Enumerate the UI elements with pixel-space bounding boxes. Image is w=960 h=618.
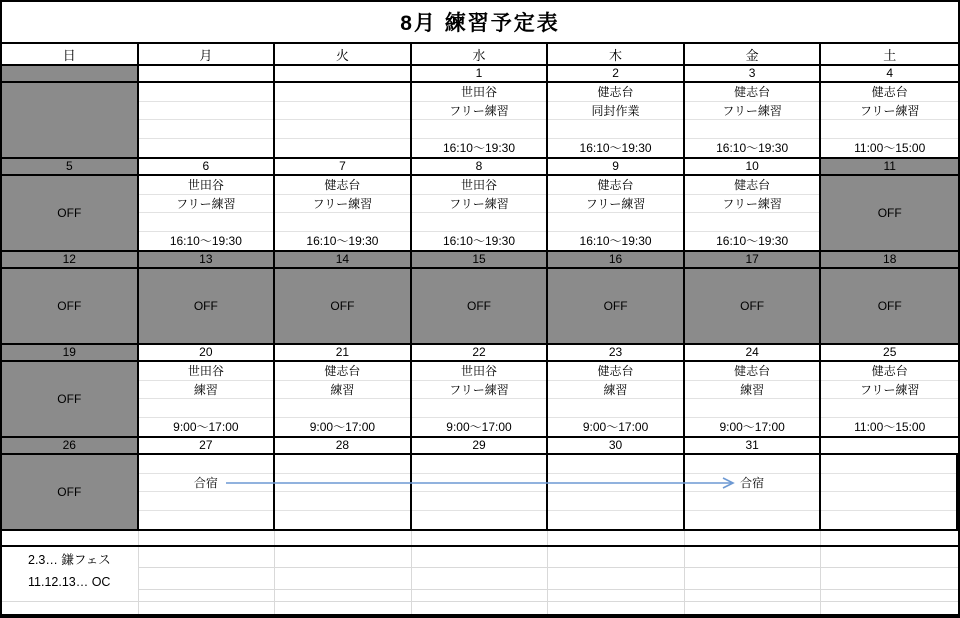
empty-sub: [548, 455, 683, 474]
event-time: 16:10～19:30: [579, 141, 652, 156]
footer-gap-cell: [2, 531, 139, 545]
empty-cell[interactable]: [275, 83, 412, 157]
day-cell-1[interactable]: [412, 83, 549, 157]
event-spacer: [548, 213, 683, 232]
date-cell-1[interactable]: 1: [412, 66, 549, 81]
event-time: 16:10～19:30: [442, 141, 516, 156]
date-cell-empty[interactable]: [139, 66, 276, 81]
event-location: 健志台: [685, 362, 820, 381]
day-header-1: 月: [139, 44, 276, 64]
event-activity: フリー練習: [548, 195, 683, 214]
day-cell-9[interactable]: [548, 176, 685, 250]
event-spacer: [412, 120, 547, 139]
day-cell-25[interactable]: [821, 362, 958, 436]
date-cell-17[interactable]: 17: [685, 252, 822, 267]
empty-sub: [275, 120, 410, 139]
footer-grid-cell: [139, 602, 276, 614]
gray-cell[interactable]: [2, 83, 139, 157]
off-cell-11[interactable]: OFF: [821, 176, 958, 250]
date-cell-22[interactable]: 22: [412, 345, 549, 360]
empty-cell[interactable]: [821, 455, 958, 529]
off-cell-13[interactable]: OFF: [139, 269, 276, 343]
camp-label: 合宿: [139, 474, 274, 493]
event-location: 健志台: [685, 83, 820, 102]
event-spacer: [685, 399, 820, 418]
event-activity: フリー練習: [412, 102, 547, 121]
day-header-0: 日: [2, 44, 139, 64]
event-time: 16:10～19:30: [169, 234, 242, 249]
event-location: 健志台: [821, 83, 958, 102]
empty-cell[interactable]: [275, 455, 412, 529]
camp-cell-31[interactable]: [685, 455, 822, 529]
day-cell-8[interactable]: [412, 176, 549, 250]
day-header-row: [2, 44, 958, 66]
date-cell-6[interactable]: 6: [139, 159, 276, 174]
event-spacer: [821, 399, 958, 418]
empty-sub: [412, 511, 547, 530]
footer-grid-cell: [821, 547, 958, 568]
event-location: 健志台: [685, 176, 820, 195]
empty-sub: [412, 455, 547, 474]
date-cell-12[interactable]: 12: [2, 252, 139, 267]
off-cell-14[interactable]: OFF: [275, 269, 412, 343]
event-time: 9:00～17:00: [446, 420, 512, 435]
event-location: 健志台: [548, 83, 683, 102]
week-4-content-row: [2, 362, 958, 438]
date-cell-empty[interactable]: [275, 66, 412, 81]
empty-sub: [275, 102, 410, 121]
date-cell-31[interactable]: 31: [685, 438, 822, 453]
note-line-1: 2.3… 鎌フェス: [28, 553, 111, 567]
event-spacer: [548, 120, 683, 139]
event-time: 16:10～19:30: [442, 234, 516, 249]
footer-grid-cell: [2, 602, 139, 614]
footer-grid-cell: [275, 568, 412, 590]
event-location: 世田谷: [412, 176, 547, 195]
week-5-date-row: [2, 438, 958, 455]
footer-grid-cell: [275, 590, 412, 602]
date-cell-30[interactable]: 30: [548, 438, 685, 453]
event-spacer: [548, 399, 683, 418]
event-activity: 練習: [275, 381, 410, 400]
empty-sub: [275, 139, 410, 158]
week-2-content-row: [2, 176, 958, 252]
footer-grid-cell: [548, 602, 685, 614]
footer-grid-cell: [412, 568, 549, 590]
footer-gap-row: [2, 531, 958, 547]
page-title: 8月 練習予定表: [2, 2, 958, 44]
off-cell-19[interactable]: OFF: [2, 362, 139, 436]
camp-spacer: [685, 455, 820, 474]
note-line-2: 11.12.13… OC: [28, 575, 111, 589]
event-activity: フリー練習: [412, 381, 547, 400]
week-5-content-row: [2, 455, 958, 531]
empty-sub: [139, 102, 274, 121]
event-activity: 練習: [548, 381, 683, 400]
day-cell-23[interactable]: [548, 362, 685, 436]
event-time: 9:00～17:00: [582, 420, 649, 435]
event-activity: 同封作業: [548, 102, 683, 121]
day-cell-6[interactable]: [139, 176, 276, 250]
footer-gap-cell: [412, 531, 549, 545]
footer-gap-cell: [821, 531, 958, 545]
date-cell-13[interactable]: 13: [139, 252, 276, 267]
date-cell-24[interactable]: 24: [685, 345, 822, 360]
footer-grid-cell: [275, 547, 412, 568]
date-cell-5[interactable]: 5: [2, 159, 139, 174]
event-spacer: [139, 399, 274, 418]
week-1-content-row: [2, 83, 958, 159]
event-location: 健志台: [275, 176, 410, 195]
date-cell-7[interactable]: 7: [275, 159, 412, 174]
calendar-body: [2, 66, 958, 531]
event-spacer: [685, 120, 820, 139]
week-2-date-row: [2, 159, 958, 176]
footer-grid-cell: [275, 602, 412, 614]
footer-grid-cell: [821, 602, 958, 614]
event-location: 世田谷: [412, 83, 547, 102]
footer-grid-cell: [685, 590, 822, 602]
empty-sub: [275, 492, 410, 511]
empty-cell[interactable]: [548, 455, 685, 529]
empty-sub: [548, 511, 683, 530]
event-time: 16:10～19:30: [306, 234, 379, 249]
event-time: 9:00～17:00: [719, 420, 785, 435]
footer-notes: [28, 549, 111, 593]
day-cell-10[interactable]: [685, 176, 822, 250]
off-cell-17[interactable]: OFF: [685, 269, 822, 343]
event-spacer: [275, 213, 410, 232]
event-spacer: [685, 213, 820, 232]
date-cell-21[interactable]: 21: [275, 345, 412, 360]
event-location: 世田谷: [139, 176, 274, 195]
date-cell-empty[interactable]: [821, 438, 958, 453]
day-cell-22[interactable]: [412, 362, 549, 436]
camp-duration-arrow: [226, 476, 740, 490]
day-header-5: 金: [685, 44, 822, 64]
day-cell-3[interactable]: [685, 83, 822, 157]
empty-sub: [139, 83, 274, 102]
date-cell-27[interactable]: 27: [139, 438, 276, 453]
empty-sub: [548, 492, 683, 511]
footer-grid-cell: [821, 590, 958, 602]
event-activity: フリー練習: [139, 195, 274, 214]
off-cell-16[interactable]: OFF: [548, 269, 685, 343]
footer-grid-cell: [412, 590, 549, 602]
date-cell-11[interactable]: 11: [821, 159, 958, 174]
day-cell-4[interactable]: [821, 83, 958, 157]
event-activity: フリー練習: [685, 195, 820, 214]
camp-label: 合宿: [685, 474, 820, 493]
empty-sub: [412, 492, 547, 511]
off-cell-15[interactable]: OFF: [412, 269, 549, 343]
date-cell-4[interactable]: 4: [886, 66, 894, 80]
event-time: 11:00～15:00: [854, 420, 926, 435]
event-spacer: [275, 399, 410, 418]
day-cell-7[interactable]: [275, 176, 412, 250]
camp-spacer: [685, 511, 820, 530]
event-time: 9:00～17:00: [173, 420, 239, 435]
footer-gap-cell: [139, 531, 276, 545]
day-header-3: 水: [412, 44, 549, 64]
footer-grid-cell: [412, 602, 549, 614]
event-activity: フリー練習: [821, 102, 958, 121]
date-cell-18[interactable]: 18: [821, 252, 958, 267]
event-spacer: [139, 213, 274, 232]
notes-area: [2, 547, 958, 614]
footer-grid-cell: [821, 568, 958, 590]
footer-grid-cell: [139, 568, 276, 590]
event-time: 16:10～19:30: [716, 141, 789, 156]
event-spacer: [821, 120, 958, 139]
footer-grid-cell: [548, 547, 685, 568]
notes-grid: [2, 547, 958, 614]
off-cell-12[interactable]: OFF: [2, 269, 139, 343]
off-cell-26[interactable]: OFF: [2, 455, 139, 529]
event-activity: フリー練習: [821, 381, 958, 400]
empty-sub: [821, 455, 956, 474]
footer-grid-cell: [685, 568, 822, 590]
date-cell-2[interactable]: 2: [548, 66, 685, 81]
date-cell-3[interactable]: 3: [685, 66, 822, 81]
camp-spacer: [139, 455, 274, 474]
event-time: 16:10～19:30: [579, 234, 652, 249]
date-cell-empty[interactable]: [2, 66, 139, 81]
empty-cell[interactable]: [139, 83, 276, 157]
day-cell-21[interactable]: [275, 362, 412, 436]
event-time: 11:00～15:00: [854, 141, 926, 156]
date-cell-28[interactable]: 28: [275, 438, 412, 453]
event-spacer: [412, 213, 547, 232]
week-4-date-row: [2, 345, 958, 362]
date-cell-29[interactable]: 29: [412, 438, 549, 453]
event-location: 健志台: [821, 362, 958, 381]
day-cell-24[interactable]: [685, 362, 822, 436]
date-cell-8[interactable]: 8: [412, 159, 549, 174]
empty-sub: [139, 120, 274, 139]
day-header-4: 木: [548, 44, 685, 64]
date-cell-15[interactable]: 15: [412, 252, 549, 267]
date-cell-20[interactable]: 20: [139, 345, 276, 360]
footer-grid-cell: [139, 590, 276, 602]
event-location: 健志台: [275, 362, 410, 381]
event-activity: 練習: [139, 381, 274, 400]
date-cell-25[interactable]: 25: [883, 345, 897, 359]
footer-grid-cell: [548, 568, 685, 590]
empty-sub: [275, 83, 410, 102]
empty-sub: [821, 511, 956, 530]
event-location: 世田谷: [412, 362, 547, 381]
empty-sub: [275, 455, 410, 474]
event-activity: フリー練習: [275, 195, 410, 214]
event-location: 健志台: [548, 362, 683, 381]
footer-grid-cell: [139, 547, 276, 568]
event-activity: フリー練習: [412, 195, 547, 214]
day-header-6: 土: [883, 47, 897, 63]
footer-grid-cell: [685, 602, 822, 614]
week-3-date-row: [2, 252, 958, 269]
event-activity: 練習: [685, 381, 820, 400]
camp-spacer: [139, 492, 274, 511]
footer-gap-cell: [548, 531, 685, 545]
event-activity: フリー練習: [685, 102, 820, 121]
date-cell-16[interactable]: 16: [548, 252, 685, 267]
date-cell-19[interactable]: 19: [2, 345, 139, 360]
date-cell-10[interactable]: 10: [685, 159, 822, 174]
off-cell-18[interactable]: OFF: [821, 269, 958, 343]
camp-cell-27[interactable]: [139, 455, 276, 529]
date-cell-26[interactable]: 26: [2, 438, 139, 453]
event-time: 9:00～17:00: [309, 420, 376, 435]
date-cell-23[interactable]: 23: [548, 345, 685, 360]
footer-gap-cell: [275, 531, 412, 545]
empty-sub: [275, 511, 410, 530]
empty-cell[interactable]: [412, 455, 549, 529]
off-cell-5[interactable]: OFF: [2, 176, 139, 250]
footer-gap-cell: [685, 531, 822, 545]
day-cell-20[interactable]: [139, 362, 276, 436]
footer-grid-cell: [548, 590, 685, 602]
day-cell-2[interactable]: [548, 83, 685, 157]
empty-sub: [139, 139, 274, 158]
footer-grid-cell: [412, 547, 549, 568]
week-3-content-row: [2, 269, 958, 345]
footer-grid-cell: [685, 547, 822, 568]
date-cell-14[interactable]: 14: [275, 252, 412, 267]
day-header-2: 火: [275, 44, 412, 64]
event-location: 世田谷: [139, 362, 274, 381]
event-location: 健志台: [548, 176, 683, 195]
empty-sub: [821, 474, 956, 493]
camp-spacer: [685, 492, 820, 511]
event-spacer: [412, 399, 547, 418]
empty-sub: [821, 492, 956, 511]
week-1-date-row: [2, 66, 958, 83]
camp-spacer: [139, 511, 274, 530]
event-time: 16:10～19:30: [716, 234, 789, 249]
date-cell-9[interactable]: 9: [548, 159, 685, 174]
